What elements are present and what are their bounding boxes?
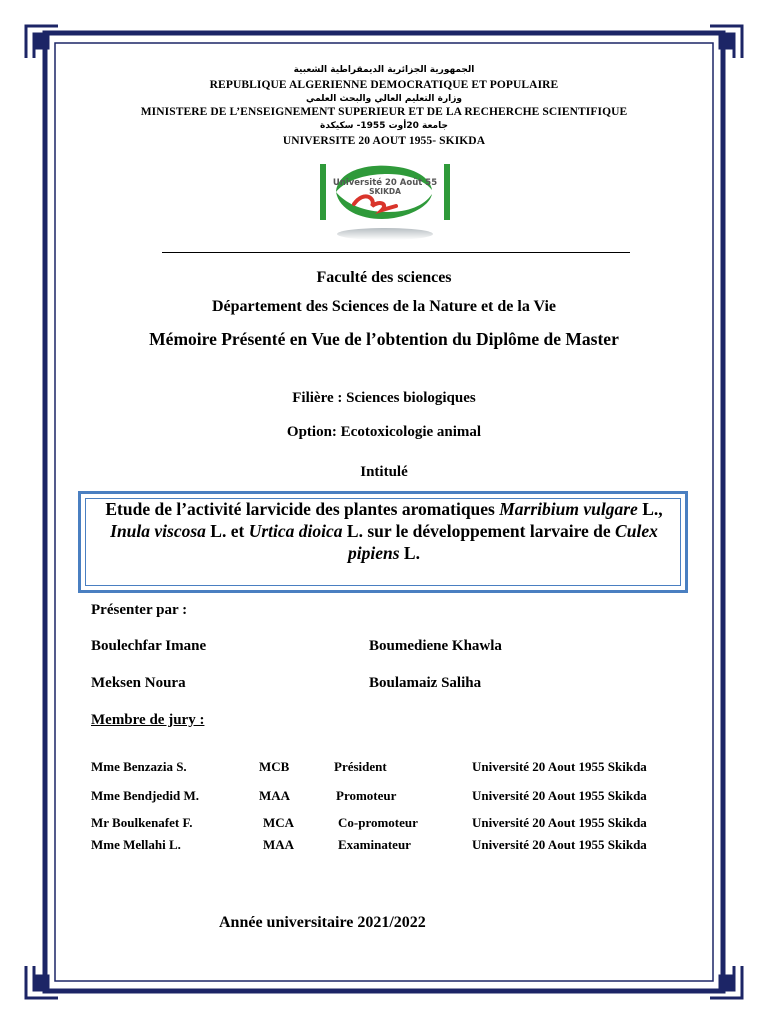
academic-year: Année universitaire 2021/2022 bbox=[219, 914, 426, 931]
thesis-title: Etude de l’activité larvicide des plantes aromatiques Marribium vulgare L., Inula viscosa L. et Urtica dioica L. sur le développement larvaire de Culex pipiens L. bbox=[105, 499, 663, 563]
filiere: Filière : Sciences biologiques bbox=[292, 390, 476, 406]
jury-grade: MAA bbox=[263, 837, 295, 852]
jury-role: Co-promoteur bbox=[338, 815, 418, 830]
jury-label: Membre de jury : bbox=[91, 712, 205, 728]
jury-grade: MAA bbox=[259, 788, 291, 803]
jury-institution: Université 20 Aout 1955 Skikda bbox=[472, 788, 647, 803]
department: Département des Sciences de la Nature et de la Vie bbox=[211, 298, 557, 315]
author-1: Boulechfar Imane bbox=[91, 638, 207, 654]
logo-text-line2: SKIKDA bbox=[369, 187, 401, 196]
jury-role: Examinateur bbox=[338, 837, 411, 852]
jury-name: Mme Benzazia S. bbox=[91, 759, 187, 774]
header-arabic-republic: الجمهورية الجزائرية الديمقراطية الشعبية bbox=[293, 65, 475, 75]
jury-grade: MCB bbox=[259, 759, 290, 774]
jury-institution: Université 20 Aout 1955 Skikda bbox=[472, 759, 647, 774]
option: Option: Ecotoxicologie animal bbox=[286, 424, 482, 440]
header-republic: REPUBLIQUE ALGERIENNE DEMOCRATIQUE ET POPULAIRE bbox=[209, 79, 559, 91]
memoire-title: Mémoire Présenté en Vue de l’obtention du Diplôme de Master bbox=[149, 329, 619, 349]
header-university: UNIVERSITE 20 AOUT 1955- SKIKDA bbox=[282, 135, 486, 147]
jury-institution: Université 20 Aout 1955 Skikda bbox=[472, 815, 647, 830]
jury-role: Promoteur bbox=[336, 788, 397, 803]
jury-role: Président bbox=[334, 759, 387, 774]
author-3: Meksen Noura bbox=[91, 675, 186, 691]
jury-name: Mr Boulkenafet F. bbox=[91, 815, 193, 830]
faculty: Faculté des sciences bbox=[316, 269, 452, 286]
author-4: Boulamaiz Saliha bbox=[369, 675, 482, 691]
header-arabic-ministry: وزارة التعليم العالي والبحث العلمي bbox=[305, 94, 463, 104]
header-arabic-university: جامعة 20أوت 1955- سكيكدة bbox=[320, 121, 448, 131]
separator-line bbox=[162, 252, 630, 253]
header-ministry: MINISTERE DE L’ENSEIGNEMENT SUPERIEUR ET DE LA RECHERCHE SCIENTIFIQUE bbox=[140, 106, 628, 118]
jury-name: Mme Bendjedid M. bbox=[91, 788, 199, 803]
logo-text-line1: Université 20 Août 55 bbox=[332, 178, 438, 188]
intitule-label: Intitulé bbox=[360, 464, 408, 480]
university-logo bbox=[318, 160, 452, 232]
presenter-label: Présenter par : bbox=[91, 602, 188, 618]
jury-institution: Université 20 Aout 1955 Skikda bbox=[472, 837, 647, 852]
author-2: Boumediene Khawla bbox=[369, 638, 502, 654]
jury-grade: MCA bbox=[263, 815, 295, 830]
jury-name: Mme Mellahi L. bbox=[91, 837, 181, 852]
